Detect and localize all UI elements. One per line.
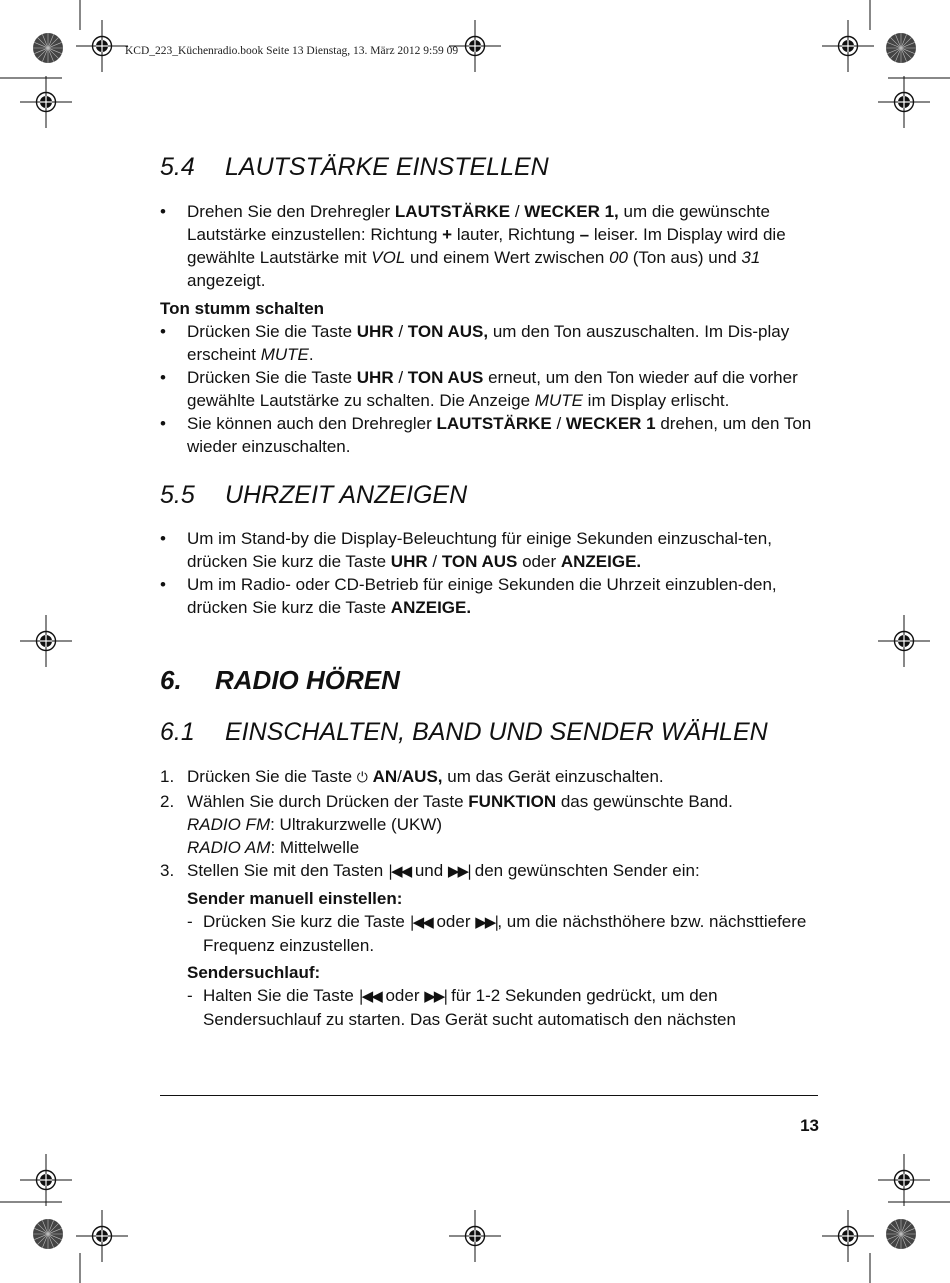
skip-forward-icon: ▶▶| bbox=[475, 913, 498, 931]
page-number: 13 bbox=[800, 1116, 819, 1135]
manual-tuning-subheading: Sender manuell einstellen: bbox=[187, 889, 403, 908]
bullet: • bbox=[160, 322, 166, 341]
list-item: • Sie können auch den Drehregler LAUTSTÄRKE / WECKER 1 drehen, um den Ton wieder einzuschalten. bbox=[160, 414, 812, 456]
print-job-header: KCD_223_Küchenradio.book Seite 13 Dienstag, 13. März 2012 9:59 09 bbox=[125, 45, 459, 57]
list-item: • Drücken Sie die Taste UHR / TON AUS erneut, um den Ton wieder auf die vorher gewählte Lautstärke zu schalten. Die Anzeige MUTE im Display erlischt. bbox=[160, 368, 798, 410]
clock-list bbox=[160, 527, 830, 619]
list-item: • Um im Stand-by die Display-Beleuchtung für einige Sekunden einzuschal-ten, drücken Sie kurz die Taste UHR / TON AUS oder ANZEIGE. bbox=[160, 529, 772, 571]
manual-tuning-block bbox=[187, 887, 830, 957]
band-fm: RADIO FM: Ultrakurzwelle (UKW) bbox=[187, 815, 443, 834]
section-title: LAUTSTÄRKE EINSTELLEN bbox=[225, 153, 549, 181]
section-5-5-heading bbox=[160, 480, 830, 510]
list-item: 1. Drücken Sie die Taste ⏻ AN/AUS, um das Gerät einzuschalten. bbox=[160, 767, 664, 786]
chapter-title: RADIO HÖREN bbox=[215, 665, 400, 695]
volume-list bbox=[160, 200, 830, 292]
section-number: 5.4 bbox=[160, 153, 195, 181]
dash: - bbox=[187, 912, 193, 931]
station-search-subheading: Sendersuchlauf: bbox=[187, 963, 321, 982]
section-title: UHRZEIT ANZEIGEN bbox=[225, 481, 468, 509]
mute-subheading: Ton stumm schalten bbox=[160, 299, 325, 318]
bullet: • bbox=[160, 575, 166, 594]
bullet: • bbox=[160, 529, 166, 548]
section-5-4-heading bbox=[160, 152, 830, 182]
mute-list bbox=[160, 320, 830, 458]
bullet: • bbox=[160, 414, 166, 433]
power-icon: ⏻ bbox=[356, 770, 368, 786]
list-item: 2. Wählen Sie durch Drücken der Taste FUNKTION das gewünschte Band. RADIO FM: Ultrakurzwelle (UKW) RADIO AM: Mittelwelle bbox=[160, 790, 830, 859]
footer-rule bbox=[160, 1095, 818, 1096]
chapter-number: 6. bbox=[160, 665, 182, 695]
section-number: 6.1 bbox=[160, 718, 195, 746]
step-number: 2. bbox=[160, 792, 175, 811]
list-item: • Drehen Sie den Drehregler LAUTSTÄRKE / WECKER 1, um die gewünschte Lautstärke einzustellen: Richtung + lauter, Richtung – leiser. Im Display wird die gewählte Lautstärke mit VOL und einem Wert zwischen 00 (Ton aus) und 31 angezeigt. bbox=[160, 202, 786, 290]
step-number: 3. bbox=[160, 861, 175, 880]
section-6-1-heading bbox=[160, 717, 830, 747]
bullet: • bbox=[160, 368, 166, 387]
list-item: • Um im Radio- oder CD-Betrieb für einige Sekunden die Uhrzeit einzublen-den, drücken Sie kurz die Taste ANZEIGE. bbox=[160, 575, 777, 617]
skip-back-icon: |◀◀ bbox=[387, 862, 411, 880]
list-item: - Drücken Sie kurz die Taste |◀◀ oder ▶▶|, um die nächsthöhere bzw. nächsttiefere Frequenz einzustellen. bbox=[187, 912, 807, 955]
skip-back-icon: |◀◀ bbox=[409, 913, 432, 931]
manual-tuning-list bbox=[187, 910, 830, 957]
steps-list bbox=[160, 765, 830, 1031]
station-search-block bbox=[187, 961, 830, 1031]
chapter-6-heading bbox=[160, 665, 830, 695]
skip-forward-icon: ▶▶| bbox=[447, 862, 471, 880]
skip-back-icon: |◀◀ bbox=[358, 987, 381, 1005]
band-am: RADIO AM: Mittelwelle bbox=[187, 838, 360, 857]
step-number: 1. bbox=[160, 767, 175, 786]
skip-forward-icon: ▶▶| bbox=[424, 987, 447, 1005]
dash: - bbox=[187, 986, 193, 1005]
station-search-list bbox=[187, 984, 830, 1031]
section-title: EINSCHALTEN, BAND UND SENDER WÄHLEN bbox=[225, 718, 768, 746]
page-content bbox=[160, 148, 830, 1031]
list-item: • Drücken Sie die Taste UHR / TON AUS, um den Ton auszuschalten. Im Dis-play erscheint MUTE. bbox=[160, 322, 790, 364]
section-number: 5.5 bbox=[160, 481, 195, 509]
list-item: - Halten Sie die Taste |◀◀ oder ▶▶| für 1-2 Sekunden gedrückt, um den Sendersuchlauf zu starten. Das Gerät sucht automatisch den nächsten bbox=[187, 986, 736, 1029]
bullet: • bbox=[160, 202, 166, 221]
list-item: 3. Stellen Sie mit den Tasten |◀◀ und ▶▶| den gewünschten Sender ein: Sender manuell einstellen: - Drücken Sie kurz die Taste |◀◀ oder ▶▶|, um die nächsthöhere bzw. nächsttiefere Frequenz einzustellen. Sendersuchlauf: - Halten Sie die Taste |◀◀ oder ▶▶| für 1-2 Sekunden gedrückt, um den Sendersuchlauf zu starten. Das Gerät sucht automatisch den nächsten bbox=[160, 859, 830, 1031]
